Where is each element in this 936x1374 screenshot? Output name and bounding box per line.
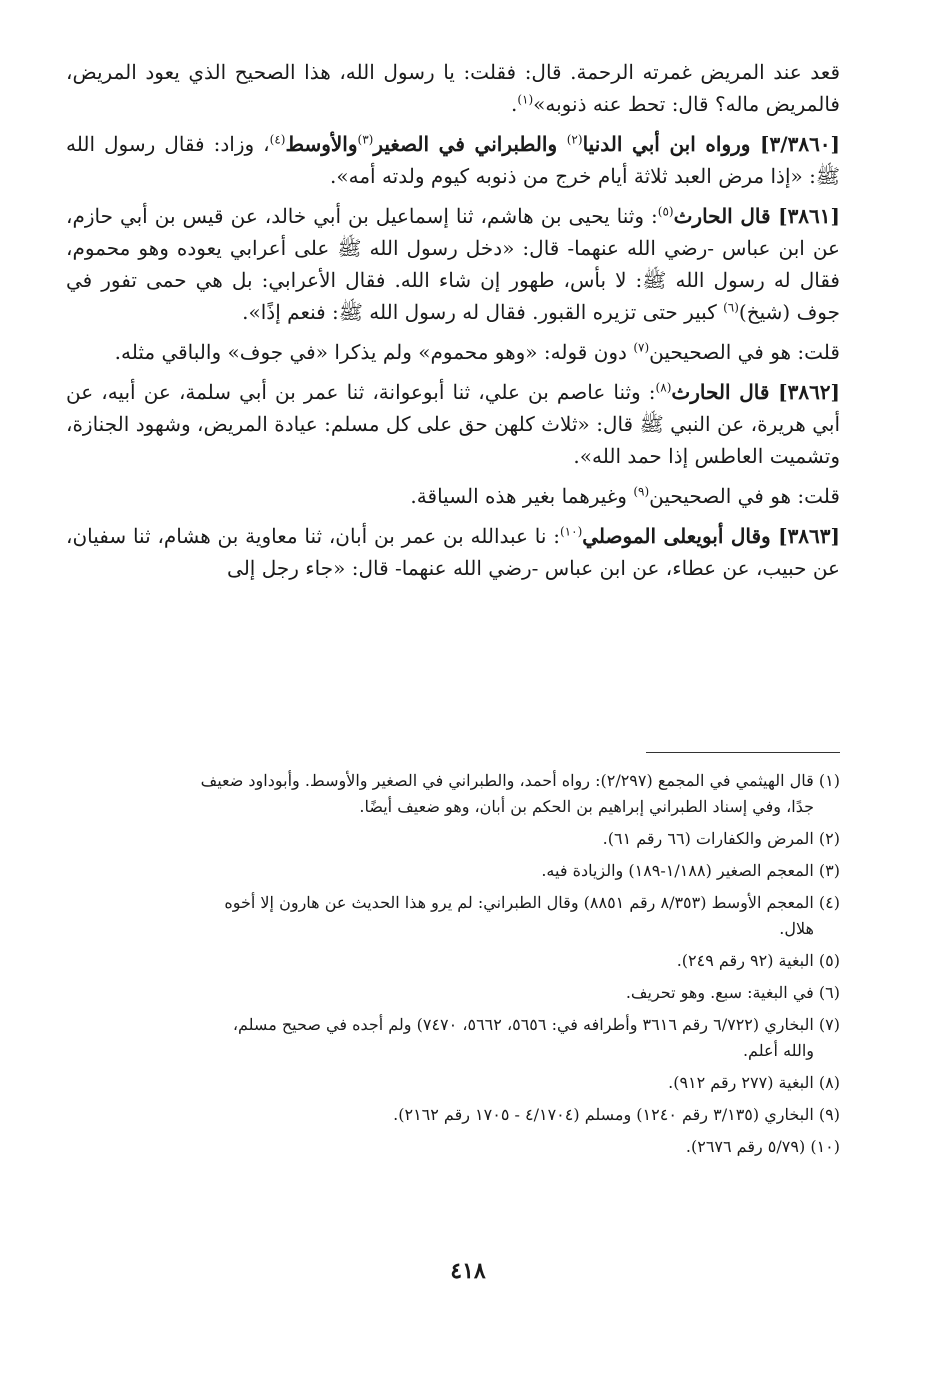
footnote-ref-10: (١٠) (559, 524, 583, 539)
hadith-number-3862: [٣٨٦٢] قال الحارث (671, 380, 841, 404)
footnote-9: (٩) البخاري (٣/١٣٥ رقم ١٢٤٠) ومسلم (٤/١٧٠٤ - ١٧٠٥ رقم ٢١٦٢). (393, 1105, 840, 1124)
paragraph-3860: [٣/٣٨٦٠] ورواه ابن أبي الدنيا$^{(٢)}$ والطبراني في الصغير$^{(٣)}$والأوسط$^{(٤)}$، وزاد: فقال رسول الله ﷺ: «إذا مرض العبد ثلاثة أيام خرج من ذنوبه كيوم ولدته أمه». (66, 132, 841, 188)
main-text (66, 56, 840, 592)
paragraph-comment-1: قلت: هو في الصحيحين$^{(٧)}$ دون قوله: «وهو محموم» ولم يذكرا «في جوف» والباقي مثله. (114, 340, 840, 364)
footnote-ref-1: (١) (517, 92, 534, 107)
hadith-number-3860: [٣/٣٨٦٠] ورواه ابن أبي الدنيا (582, 132, 841, 156)
footnote-ref-7: (٧) (633, 340, 650, 355)
footnote-10: (١٠) (٥/٧٩ رقم ٢٦٧٦). (685, 1137, 840, 1156)
paragraph-1: قعد عند المريض غمرته الرحمة. قال: فقلت: يا رسول الله، هذا الصحيح الذي يعود المريض، فالمريض ماله؟ قال: تحط عنه ذنوبه»$^{(١)}$. (66, 60, 840, 116)
footnote-3: (٣) المعجم الصغير (١/١٨٨-١٨٩) والزيادة فيه. (541, 861, 840, 880)
page-number: ٤١٨ (450, 1258, 486, 1284)
paragraph-3862: [٣٨٦٢] قال الحارث$^{(٨)}$: وثنا عاصم بن علي، ثنا أبوعوانة، ثنا عمر بن أبي سلمة، عن أبيه، عن أبي هريرة، عن النبي ﷺ قال: «ثلاث كلهن حق على كل مسلم: عيادة المريض، وشهود الجنازة، وتشميت العاطس إذا حمد الله». (66, 380, 841, 468)
footnote-divider (646, 752, 840, 753)
footnote-ref-2: (٢) (566, 132, 583, 147)
footnote-ref-5: (٥) (657, 204, 674, 219)
footnote-ref-3: (٣) (357, 132, 374, 147)
footnote-ref-6: (٦) (723, 300, 739, 315)
footnote-5: (٥) البغية (٩٢ رقم ٢٤٩). (676, 951, 840, 970)
footnote-1: (١) قال الهيثمي في المجمع (٢/٢٩٧): رواه أحمد، والطبراني في الصغير والأوسط. وأبوداود ضعيف جدًا، وفي إسناد الطبراني إبراهيم بن الحكم بن أبان، وهو ضعيف أيضًا. (200, 771, 840, 816)
paragraph-3861: [٣٨٦١] قال الحارث$^{(٥)}$: وثنا يحيى بن هاشم، ثنا إسماعيل بن أبي خالد، عن قيس بن أبي حازم، عن ابن عباس -رضي الله عنهما- قال: «دخل رسول الله ﷺ على أعرابي يعوده وهو محموم، فقال له رسول الله ﷺ: لا بأس، طهور إن شاء الله. فقال الأعرابي: بل هي حمى تفور في جوف (شيخ)$^{(٦)}$ كبير حتى تزيره القبور. فقال له رسول الله ﷺ: فنعم إذًا». (66, 204, 840, 324)
hadith-number-3861: [٣٨٦١] قال الحارث (673, 204, 840, 228)
footnote-7: (٧) البخاري (٦/٧٢٢ رقم ٣٦١٦ وأطرافه في: ٥٦٥٦، ٥٦٦٢، ٧٤٧٠) ولم أجده في صحيح مسلم، والله أعلم. (232, 1015, 840, 1060)
footnote-ref-4: (٤) (269, 132, 286, 147)
footnote-2: (٢) المرض والكفارات (٦٦ رقم ٦١). (602, 829, 840, 848)
paragraph-3863: [٣٨٦٣] وقال أبويعلى الموصلي$^{(١٠)}$: نا عبدالله بن عمر بن أبان، ثنا معاوية بن هشام، ثنا سفيان، عن حبيب، عن عطاء، عن ابن عباس -رضي الله عنهما- قال: «جاء رجل إلى (66, 524, 840, 580)
footnote-ref-9: (٩) (633, 484, 650, 499)
paragraph-comment-2: قلت: هو في الصحيحين$^{(٩)}$ وغيرهما بغير هذه السياقة. (410, 484, 840, 508)
hadith-number-3863: [٣٨٦٣] وقال أبويعلى الموصلي (582, 524, 840, 548)
footnote-6: (٦) في البغية: سبع. وهو تحريف. (625, 983, 840, 1002)
footnote-8: (٨) البغية (٢٧٧ رقم ٩١٢). (668, 1073, 840, 1092)
footnote-ref-8: (٨) (655, 380, 672, 395)
footnote-4: (٤) المعجم الأوسط (٨/٣٥٣ رقم ٨٨٥١) وقال الطبراني: لم يرو هذا الحديث عن هارون إلا أخوه هلال. (224, 893, 840, 938)
footnotes (66, 768, 840, 1166)
